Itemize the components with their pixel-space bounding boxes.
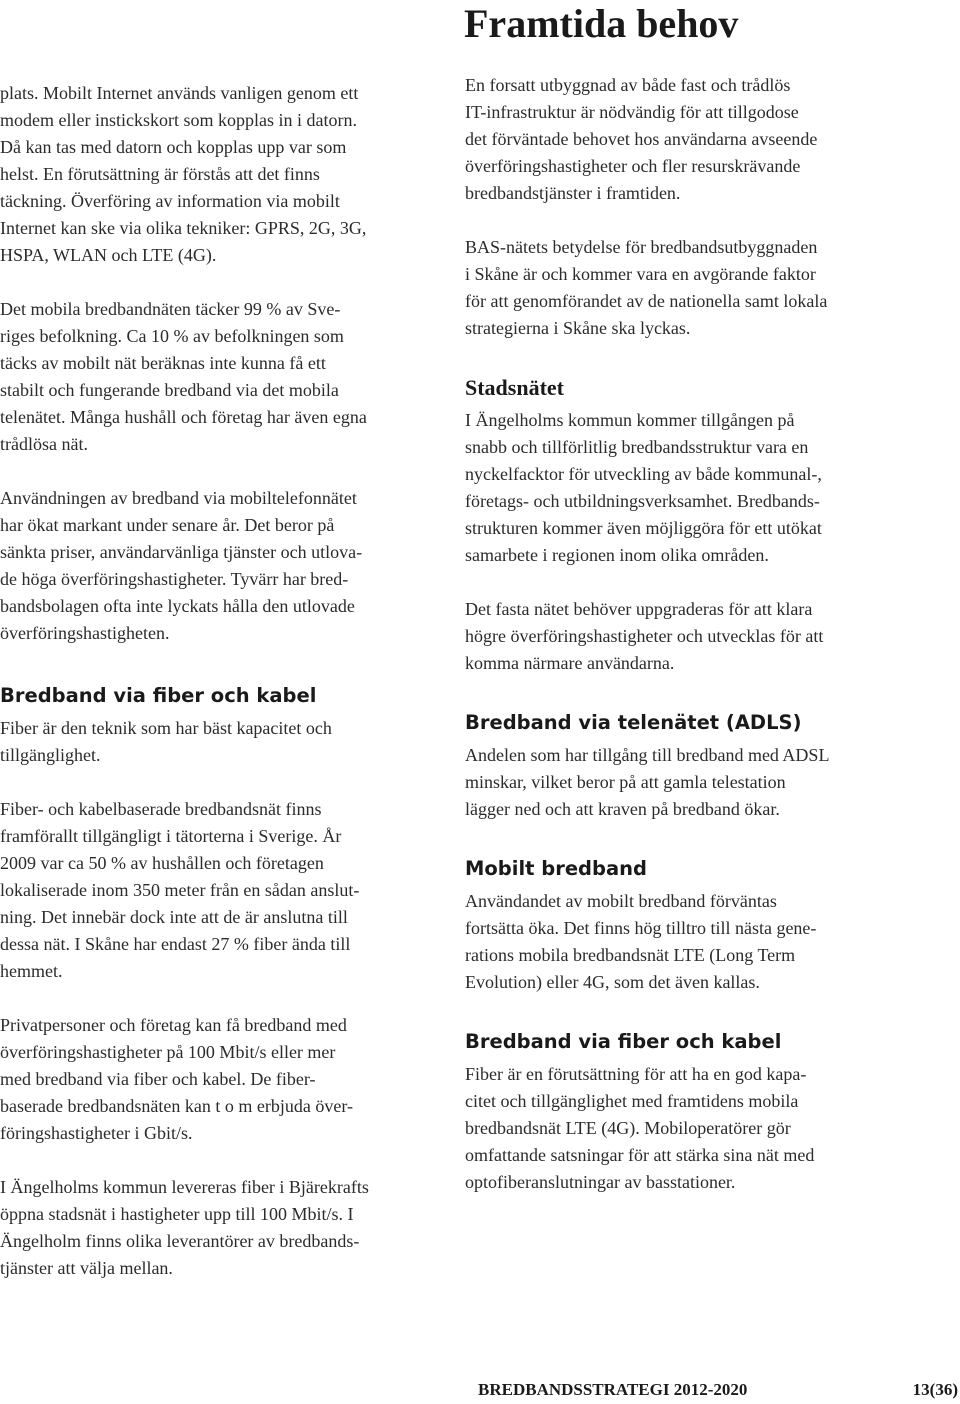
paragraph: Andelen som har tillgång till bredband med ADSL minskar, vilket beror på att gamla telestation lägger ned och att kraven på bredband ökar.: [465, 745, 830, 819]
left-column: [0, 80, 450, 1282]
paragraph: Användningen av bredband via mobiltelefonnätet har ökat markant under senare år. Det beror på sänkta priser, användarvänliga tjänster och utlova- de höga överföringshastigheter. Tyvärr har bred- bandsbolagen ofta inte lyckats hålla den utlovade överföringshastigheten.: [0, 488, 363, 643]
paragraph: Privatpersoner och företag kan få bredband med överföringshastigheter på 100 Mbit/s eller mer med bredband via fiber och kabel. De fiber- baserade bredbandsnäten kan t o m erbjuda över- föringshastigheter i Gbit/s.: [0, 1015, 353, 1143]
paragraph: I Ängelholms kommun kommer tillgången på snabb och tillförlitlig bredbandsstruktur vara en nyckelfacktor för utveckling av både kommunal-, företags- och utbildningsverksamhet. Bredbands- strukturen kommer även möjliggöra för ett utökat samarbete i regionen inom olika områden.: [465, 410, 822, 565]
paragraph: I Ängelholms kommun levereras fiber i Bjärekrafts öppna stadsnät i hastigheter upp till 100 Mbit/s. I Ängelholm finns olika leverantörer av bredbands- tjänster att välja mellan.: [0, 1177, 369, 1278]
paragraph: BAS-nätets betydelse för bredbandsutbyggnaden i Skåne är och kommer vara en avgörande faktor för att genomförandet av de nationella samt lokala strategierna i Skåne ska lyckas.: [465, 237, 828, 338]
section-heading-adls: Bredband via telenätet (ADLS): [465, 711, 802, 734]
paragraph: Användandet av mobilt bredband förväntas fortsätta öka. Det finns hög tilltro till nästa gene- rations mobila bredbandsnät LTE (Long Term Evolution) eller 4G, som det även kallas.: [465, 891, 817, 992]
paragraph: En forsatt utbyggnad av både fast och trådlös IT-infrastruktur är nödvändig för att tillgodose det förväntade behovet hos användarna avseende överföringshastigheter och fler resurskrävande bredbandstjänster i framtiden.: [465, 75, 818, 203]
page-number: 13(36): [912, 1380, 958, 1399]
paragraph: plats. Mobilt Internet används vanligen genom ett modem eller instickskort som kopplas in i datorn. Då kan tas med datorn och kopplas upp var som helst. En förutsättning är förstås att det finns täckning. Överföring av information via mobilt Internet kan ske via olika tekniker: GPRS, 2G, 3G, HSPA, WLAN och LTE (4G).: [0, 83, 367, 265]
section-heading-fiber: Bredband via fiber och kabel: [0, 684, 317, 707]
section-heading-fiber-right: Bredband via fiber och kabel: [465, 1030, 782, 1053]
paragraph: Det mobila bredbandnäten täcker 99 % av Sve- riges befolkning. Ca 10 % av befolkningen som täcks av mobilt nät beräknas inte kunna få ett stabilt och fungerande bredband via det mobila telenätet. Många hushåll och företag har även egna trådlösa nät.: [0, 299, 367, 454]
right-column: [465, 72, 915, 1196]
paragraph: Fiber är den teknik som har bäst kapacitet och tillgänglighet.: [0, 718, 332, 765]
chapter-title: Framtida behov: [464, 1, 739, 46]
paragraph: Fiber- och kabelbaserade bredbandsnät finns framförallt tillgängligt i tätorterna i Sverige. År 2009 var ca 50 % av hushållen och företagen lokaliserade inom 350 meter från en sådan anslut- ning. Det innebär dock inte att de är anslutna till dessa nät. I Skåne har endast 27 % fiber ända till hemmet.: [0, 799, 360, 981]
footer-document-title: BREDBANDSSTRATEGI 2012-2020: [478, 1380, 748, 1399]
paragraph: Det fasta nätet behöver uppgraderas för att klara högre överföringshastigheter och utvecklas för att komma närmare användarna.: [465, 599, 824, 673]
section-heading-stadsnatet: Stadsnätet: [465, 375, 565, 400]
section-heading-mobilt: Mobilt bredband: [465, 857, 647, 880]
paragraph: Fiber är en förutsättning för att ha en god kapa- citet och tillgänglighet med framtidens mobila bredbandsnät LTE (4G). Mobiloperatörer gör omfattande satsningar för att stärka sina nät med optofiberanslutningar av basstationer.: [465, 1064, 815, 1192]
